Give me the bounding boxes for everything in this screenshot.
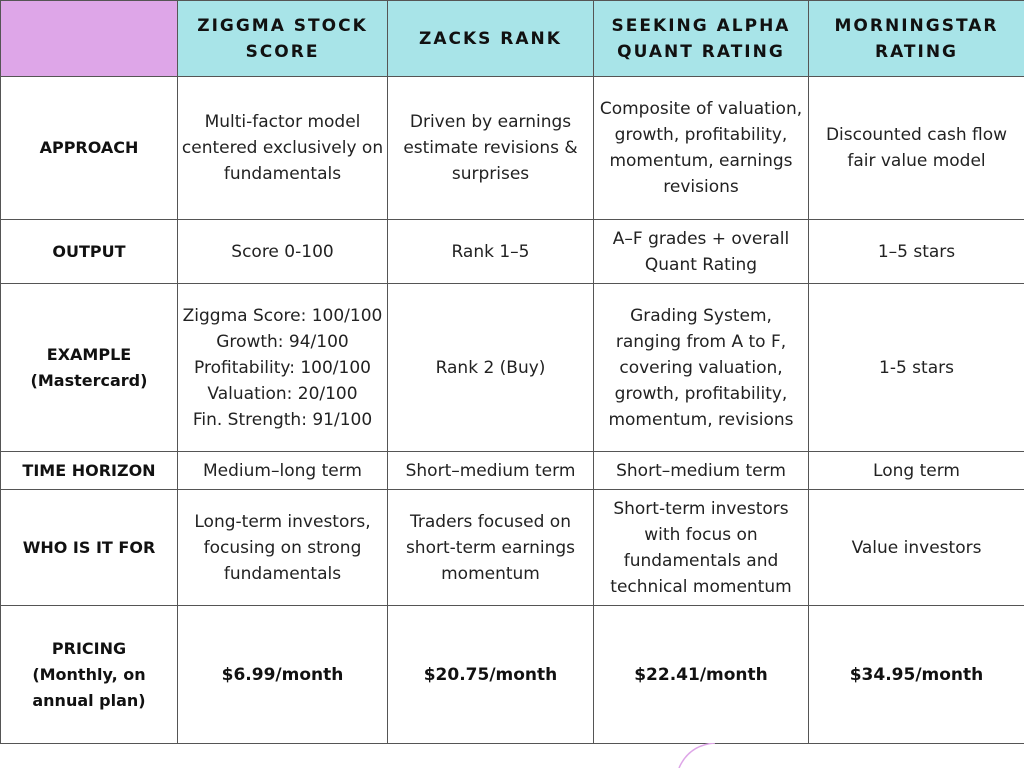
header-zacks: ZACKS RANK — [388, 1, 594, 77]
decorative-arc — [675, 743, 735, 768]
table-row — [1, 284, 1024, 452]
table-cell: Long term — [809, 452, 1024, 490]
header-seeking-alpha: SEEKING ALPHA QUANT RATING — [594, 1, 809, 77]
table-cell: Traders focused on short-term earnings momentum — [388, 490, 594, 606]
row-label: OUTPUT — [1, 220, 178, 284]
row-label: EXAMPLE (Mastercard) — [1, 284, 178, 452]
table-cell: Short–medium term — [388, 452, 594, 490]
price-cell: $22.41/month — [594, 606, 809, 744]
table-row — [1, 77, 1024, 220]
table-cell: Multi-factor model centered exclusively on fundamentals — [178, 77, 388, 220]
table-row — [1, 220, 1024, 284]
header-ziggma: ZIGGMA STOCK SCORE — [178, 1, 388, 77]
table-cell: Long-term investors, focusing on strong fundamentals — [178, 490, 388, 606]
table-cell: Ziggma Score: 100/100 Growth: 94/100 Profitability: 100/100 Valuation: 20/100 Fin. Strength: 91/100 — [178, 284, 388, 452]
table-cell: A–F grades + overall Quant Rating — [594, 220, 809, 284]
table-cell: Short-term investors with focus on fundamentals and technical momentum — [594, 490, 809, 606]
table-cell: Score 0-100 — [178, 220, 388, 284]
table-cell: Composite of valuation, growth, profitability, momentum, earnings revisions — [594, 77, 809, 220]
table-cell: Rank 2 (Buy) — [388, 284, 594, 452]
price-cell: $34.95/month — [809, 606, 1024, 744]
table-row — [1, 606, 1024, 744]
row-label: APPROACH — [1, 77, 178, 220]
table-cell: Driven by earnings estimate revisions & surprises — [388, 77, 594, 220]
row-label: PRICING (Monthly, on annual plan) — [1, 606, 178, 744]
table-row — [1, 490, 1024, 606]
corner-cell — [1, 1, 178, 77]
table-cell: Discounted cash flow fair value model — [809, 77, 1024, 220]
row-label: WHO IS IT FOR — [1, 490, 178, 606]
header-row — [1, 1, 1024, 77]
table-cell: Rank 1–5 — [388, 220, 594, 284]
table-cell: Grading System, ranging from A to F, covering valuation, growth, profitability, momentum, revisions — [594, 284, 809, 452]
table-cell: Short–medium term — [594, 452, 809, 490]
table-cell: Medium–long term — [178, 452, 388, 490]
price-cell: $6.99/month — [178, 606, 388, 744]
table-cell: 1–5 stars — [809, 220, 1024, 284]
table-cell: 1-5 stars — [809, 284, 1024, 452]
header-morningstar: MORNINGSTAR RATING — [809, 1, 1024, 77]
price-cell: $20.75/month — [388, 606, 594, 744]
table-cell: Value investors — [809, 490, 1024, 606]
table-row — [1, 452, 1024, 490]
row-label: TIME HORIZON — [1, 452, 178, 490]
